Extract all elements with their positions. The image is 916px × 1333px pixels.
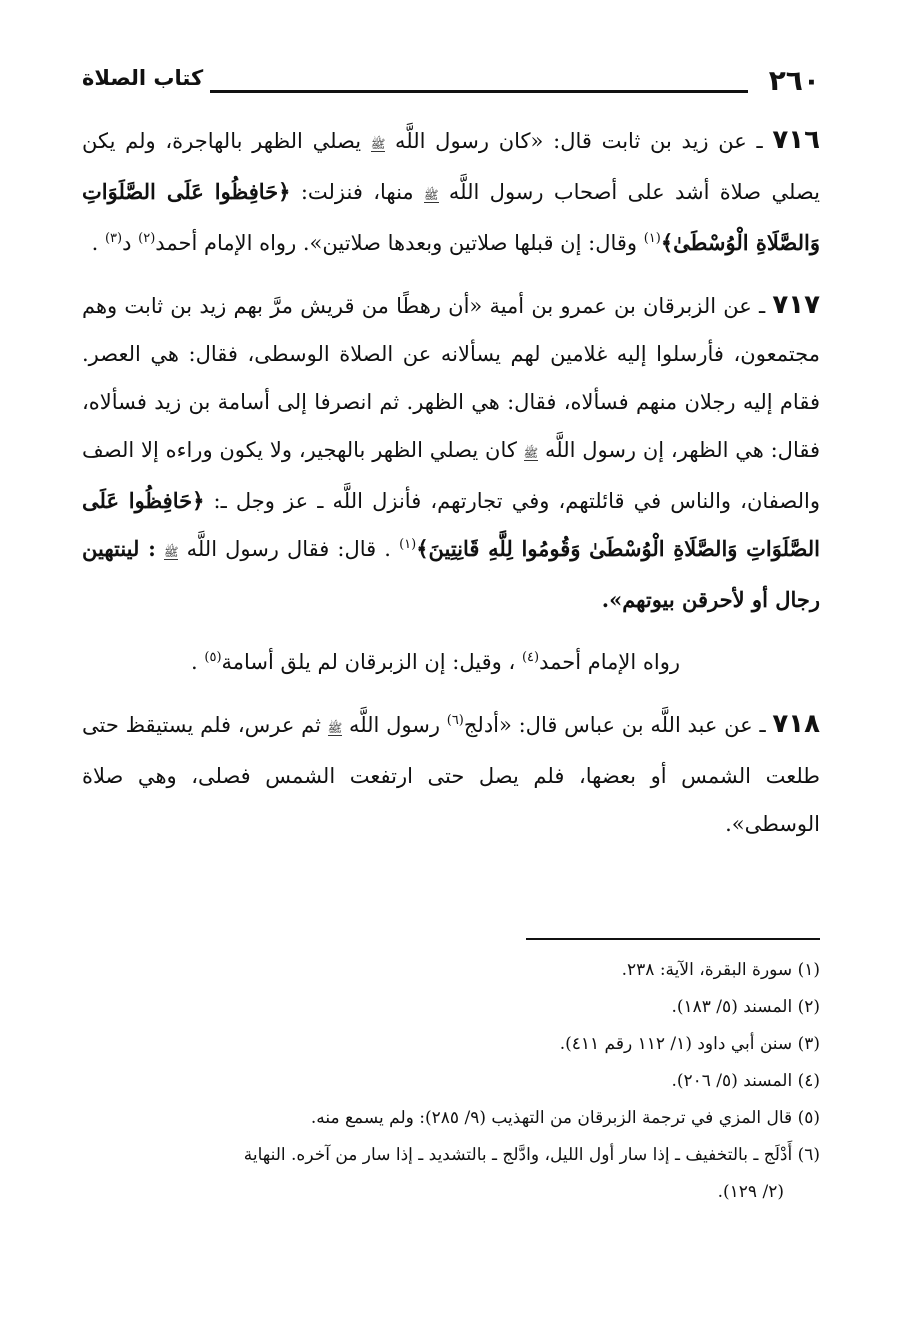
hadith-number: ٧١٨ [772,709,820,739]
hadith-text: كان يصلي الظهر بالهجير، ولا يكون وراءه إلا الصف والصفان، والناس في قائلتهم، وفي تجارتهم، فأنزل اللَّه ـ عز وجل ـ: [82,438,820,513]
hadith-text: عن عبد اللَّه بن عباس قال: «أدلج [463,713,753,737]
salutation-glyph: ﷺ [523,446,539,460]
hadith-text: وقال: إن قبلها صلاتين وبعدها صلاتين». رواه الإمام أحمد [155,231,638,255]
footnote-ref[interactable]: (٢) [138,231,156,246]
hadith-text: يصلي الظهر بالهاجرة، ولم يكن يصلي صلاة أشد على أصحاب رسول اللَّه [82,129,820,204]
footnote-item: (٤) المسند (٥/ ٢٠٦). [671,1071,820,1091]
footnote-item: (٣) سنن أبي داود (١/ ١١٢ رقم ٤١١). [559,1034,820,1054]
hadith-718 [82,700,820,848]
footnote-item: (٥) قال المزي في ترجمة الزبرقان من التهذيب (٩/ ٢٨٥): ولم يسمع منه. [310,1108,820,1128]
footnote-divider [526,938,820,940]
footnote-item: (٢) المسند (٥/ ١٨٣). [671,997,820,1017]
footnotes [82,952,820,1211]
hadith-717 [82,281,820,624]
hadith-text: منها، فنزلت: [300,180,414,204]
hadith-text-bold: : لينتهين رجال أو لأحرقن بيوتهم». [82,536,820,612]
dash: ـ [759,713,766,737]
salutation-glyph: ﷺ [327,721,343,735]
quran-verse: ﴿حَافِظُوا عَلَى الصَّلَوَاتِ وَالصَّلَاةِ الْوُسْطَىٰ﴾ [82,179,820,255]
salutation-glyph: ﷺ [424,188,439,202]
hadith-number: ٧١٧ [772,290,820,320]
footnote-ref[interactable]: (٣) [104,231,123,246]
hadith-text: عن زيد بن ثابت قال: «كان رسول اللَّه [395,129,747,153]
page-header [82,64,820,104]
book-title: كتاب الصلاة [82,66,204,90]
riwaya-text: رواه الإمام أحمد [539,650,680,674]
footnote-ref[interactable]: (٥) [204,650,222,665]
hadith-text: ثم عرس، فلم يستيقظ حتى طلعت الشمس أو بعضها، فلم يصل حتى ارتفعت الشمس فصلى، وهي صلاة الوسطى». [82,713,820,836]
salutation-glyph: ﷺ [163,545,179,559]
footnote-ref[interactable]: (٦) [446,713,464,728]
footnote-ref[interactable]: (١) [399,537,417,552]
dash: ـ [756,129,763,153]
salutation-glyph: ﷺ [370,137,386,151]
footnote-item: (١) سورة البقرة، الآية: ٢٣٨. [621,960,820,980]
riwaya-text: ، وقيل: إن الزبرقان لم يلق أسامة [221,650,516,674]
riwaya-text: . [191,650,198,674]
hadith-text: . [91,231,99,255]
dash: ـ [759,294,766,318]
footnote-item: (٦) أَدْلَج ـ بالتخفيف ـ إذا سار أول الليل، وادَّلج ـ بالتشديد ـ إذا سار من آخره. النهاية [243,1145,820,1165]
hadith-text: رسول اللَّه [348,713,440,737]
hadith-number: ٧١٦ [772,125,820,155]
hadith-text: د [122,231,132,255]
hadith-716 [82,116,820,267]
hadith-text: عن الزبرقان بن عمرو بن أمية «أن رهطًا من قريش مرَّ بهم زيد بن ثابت وهم مجتمعون، فأرسلوا إليه غلامين لهم يسألانه عن الصلاة الوسطى، فقال: هي العصر. فقام إليه رجلان منهم فسألاه، فقال: هي الظهر. ثم انصرفا إلى أسامة بن زيد فسألاه، فقال: هي الظهر، إن رسول اللَّه [82,294,820,462]
hadith-text: . قال: فقال رسول اللَّه [186,537,391,561]
page-number: ٢٦٠ [768,64,820,97]
riwaya-line [82,638,820,686]
footnote-item-continuation: (٢/ ١٢٩). [717,1182,784,1202]
quran-verse: ﴿حَافِظُوا عَلَى الصَّلَوَاتِ وَالصَّلَاةِ الْوُسْطَىٰ وَقُومُوا لِلَّهِ قَانِتِينَ﴾ [82,488,820,561]
footnote-ref[interactable]: (٤) [521,650,540,665]
footnote-ref[interactable]: (١) [643,231,661,246]
main-text [82,116,820,862]
header-rule [210,90,748,93]
